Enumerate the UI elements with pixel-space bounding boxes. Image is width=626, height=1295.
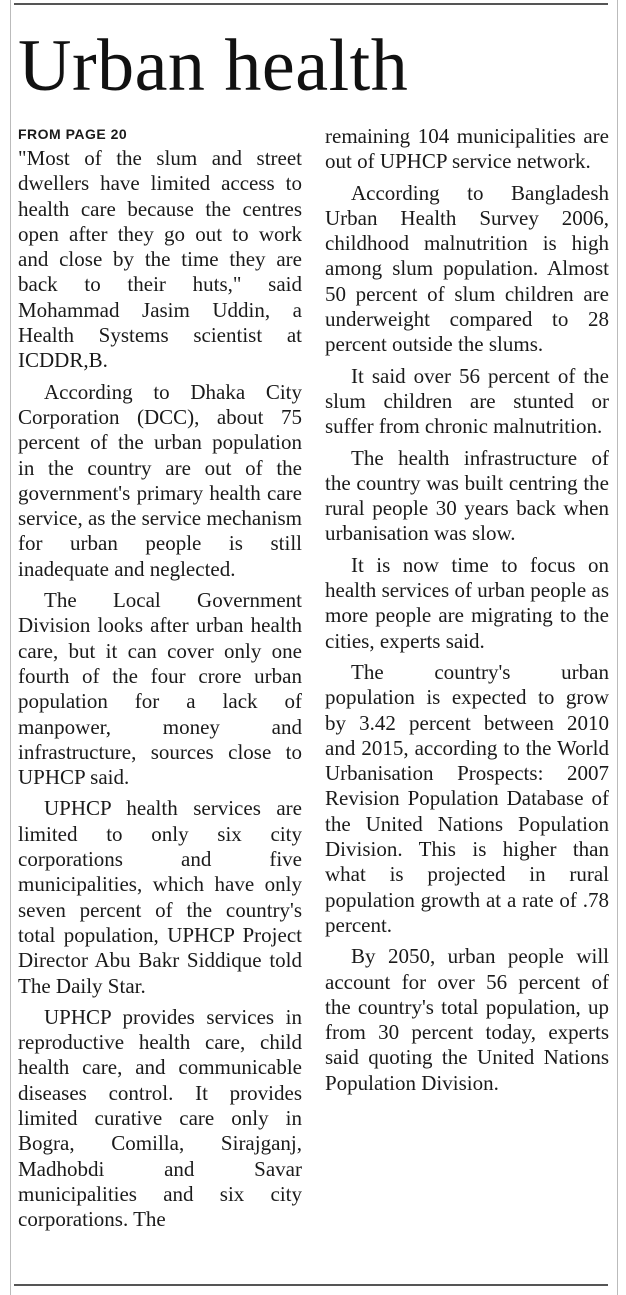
paragraph: It said over 56 percent of the slum children are stunted or suffer from chronic malnutrition.	[325, 363, 609, 439]
paragraph: remaining 104 municipalities are out of UPHCP service network.	[325, 124, 609, 174]
paragraph: UPHCP health services are limited to only six city corporations and five municipalities, which have only seven percent of the country's total population, UPHCP Project Director Abu Bakr Siddique told The Daily Star.	[18, 796, 302, 998]
left-column	[18, 124, 302, 1238]
continuation-label: FROM PAGE 20	[18, 126, 128, 142]
top-rule	[14, 3, 608, 5]
paragraph: The health infrastructure of the country was built centring the rural people 30 years back when urbanisation was slow.	[325, 445, 609, 546]
paragraph: UPHCP provides services in reproductive health care, child health care, and communicable diseases control. It provides limited curative care only in Bogra, Comilla, Sirajganj, Madhobdi and Savar municipalities and six city corporations. The	[18, 1004, 302, 1232]
paragraph: By 2050, urban people will account for over 56 percent of the country's total population, up from 30 percent today, experts said quoting the United Nations Population Division.	[325, 944, 609, 1095]
headline: Urban health	[18, 25, 409, 107]
paragraph: According to Bangladesh Urban Health Survey 2006, childhood malnutrition is high among slum population. Almost 50 percent of slum children are underweight compared to 28 percent outside the slums.	[325, 180, 609, 357]
bottom-rule	[14, 1284, 608, 1286]
paragraph: The country's urban population is expected to grow by 3.42 percent between 2010 and 2015, according to the World Urbanisation Prospects: 2007 Revision Population Database of the United Nations Population Division. This is higher than what is projected in rural population growth at a rate of .78 percent.	[325, 659, 609, 937]
right-border	[617, 0, 618, 1295]
paragraph: It is now time to focus on health services of urban people as more people are migrating to the cities, experts said.	[325, 552, 609, 653]
left-border	[10, 0, 11, 1295]
paragraph: "Most of the slum and street dwellers have limited access to health care because the centres open after they go out to work and close by the time they are back to their huts," said Mohammad Jasim Uddin, a Health Systems scientist at ICDDR,B.	[18, 146, 302, 373]
paragraph: According to Dhaka City Corporation (DCC), about 75 percent of the urban population in the country are out of the government's primary health care service, as the service mechanism for urban people is still inadequate and neglected.	[18, 379, 302, 581]
right-column	[325, 124, 609, 1102]
paragraph: The Local Government Division looks after urban health care, but it can cover only one fourth of the four crore urban population for a lack of manpower, money and infrastructure, sources close to UPHCP said.	[18, 588, 302, 790]
